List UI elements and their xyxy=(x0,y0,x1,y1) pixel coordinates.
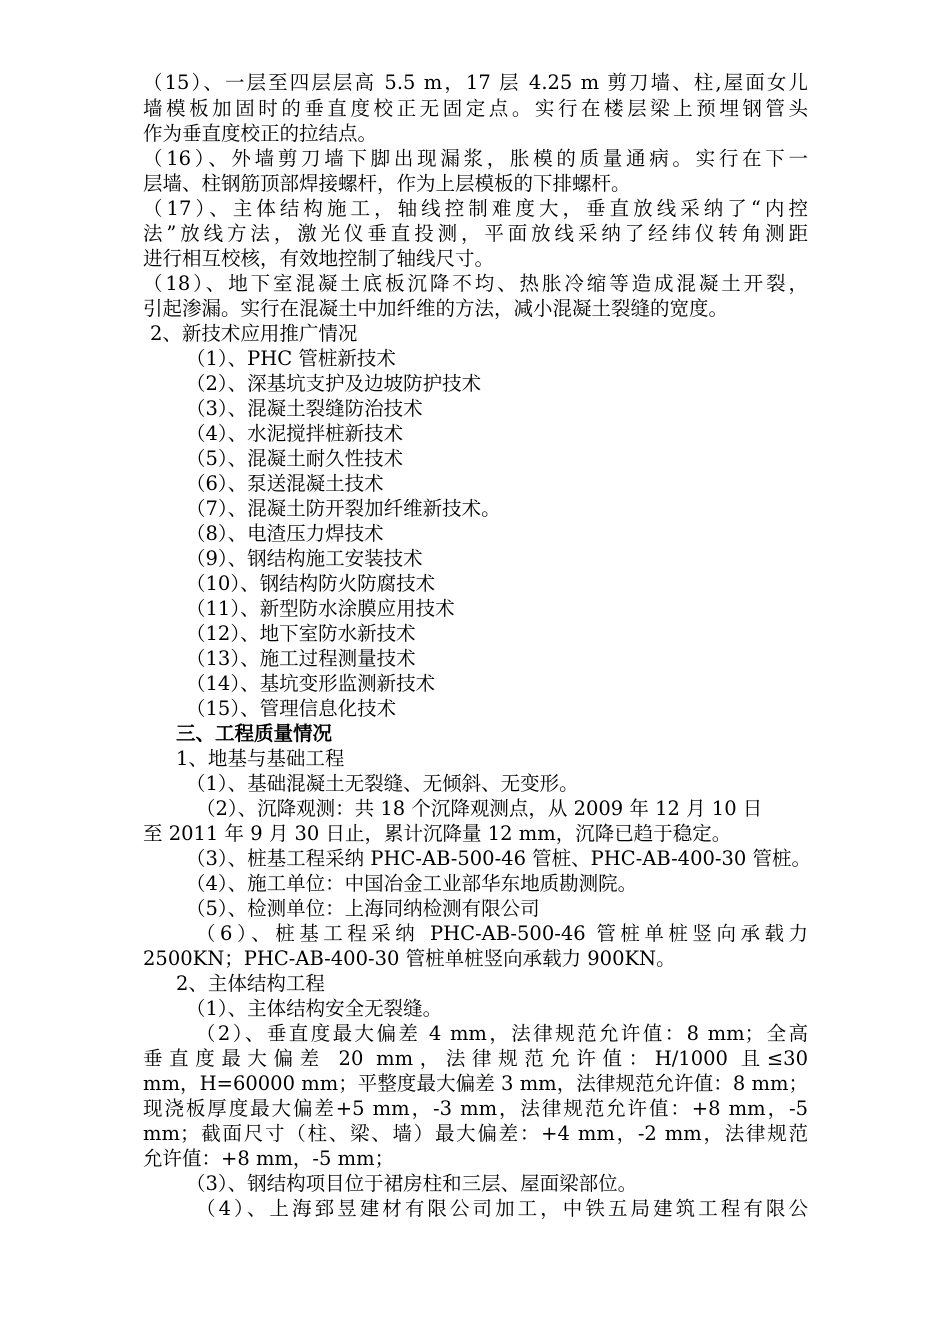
paragraph-line: 允许值：+8 mm，-5 mm； xyxy=(143,1147,395,1170)
paragraph-line: （1）、主体结构安全无裂缝。 xyxy=(186,997,443,1020)
paragraph-line: 进行相互校核，有效地控制了轴线尺寸。 xyxy=(143,247,495,270)
list-item: （6）、泵送混凝土技术 xyxy=(186,472,384,495)
paragraph-line: 引起渗漏。实行在混凝土中加纤维的方法，减小混凝土裂缝的宽度。 xyxy=(143,297,729,320)
list-item: （7）、混凝土防开裂加纤维新技术。 xyxy=(186,497,501,520)
paragraph-line: 2500KN；PHC-AB-400-30 管桩单桩竖向承载力 900KN。 xyxy=(143,947,676,970)
paragraph-line: （17）、主体结构施工，轴线控制难度大，垂直放线采纳了“内控 xyxy=(143,197,808,220)
paragraph-line: （3）、桩基工程采纳 PHC-AB-500-46 管桩、PHC-AB-400-30 管桩。 xyxy=(186,847,811,870)
paragraph-line: （1）、基础混凝土无裂缝、无倾斜、无变形。 xyxy=(186,772,579,795)
list-item: （15）、管理信息化技术 xyxy=(186,697,397,720)
paragraph-line: （6）、桩基工程采纳 PHC-AB-500-46 管桩单桩竖向承载力 xyxy=(196,922,808,945)
paragraph-line: （4）、上海郅昱建材有限公司加工，中铁五局建筑工程有限公 xyxy=(196,1197,808,1220)
paragraph-line: （5）、检测单位：上海同纳检测有限公司 xyxy=(186,897,540,920)
list-item: （2）、深基坑支护及边坡防护技术 xyxy=(186,372,482,395)
paragraph-line: mm，H=60000 mm；平整度最大偏差 3 mm，法律规范允许值：8 mm； xyxy=(143,1072,808,1095)
paragraph-line: 垂直度最大偏差 20 mm，法律规范允许值：H/1000 且≤30 xyxy=(143,1047,808,1070)
paragraph-line: 层墙、柱钢筋顶部焊接螺杆，作为上层模板的下排螺杆。 xyxy=(143,172,631,195)
list-item: （10）、钢结构防火防腐技术 xyxy=(186,572,436,595)
list-item: （4）、水泥搅拌桩新技术 xyxy=(186,422,404,445)
list-item: （3）、混凝土裂缝防治技术 xyxy=(186,397,423,420)
list-item: （12）、地下室防水新技术 xyxy=(186,622,416,645)
list-item: （5）、混凝土耐久性技术 xyxy=(186,447,404,470)
paragraph-line: 作为垂直度校正的拉结点。 xyxy=(143,122,378,145)
paragraph-line: （2）、垂直度最大偏差 4 mm，法律规范允许值：8 mm；全高 xyxy=(196,1022,808,1045)
list-item: （9）、钢结构施工安装技术 xyxy=(186,547,423,570)
paragraph-line: mm；截面尺寸（柱、梁、墙）最大偏差：+4 mm，-2 mm，法律规范 xyxy=(143,1122,808,1145)
list-item: （1）、PHC 管桩新技术 xyxy=(186,347,396,370)
chapter-heading: 三、工程质量情况 xyxy=(176,722,333,745)
paragraph-line: （18）、地下室混凝土底板沉降不均、热胀冷缩等造成混凝土开裂， xyxy=(143,272,808,295)
paragraph-line: 墙模板加固时的垂直度校正无固定点。实行在楼层梁上预埋钢管头 xyxy=(143,97,808,120)
list-item: （11）、新型防水涂膜应用技术 xyxy=(186,597,455,620)
paragraph-line: （3）、钢结构项目位于裙房柱和三层、屋面梁部位。 xyxy=(186,1172,638,1195)
paragraph-line: （4）、施工单位：中国冶金工业部华东地质勘测院。 xyxy=(186,872,638,895)
list-item: （13）、施工过程测量技术 xyxy=(186,647,416,670)
section-heading: 2、主体结构工程 xyxy=(176,972,325,995)
paragraph-line: （2）、沉降观测：共 18 个沉降观测点，从 2009 年 12 月 10 日 xyxy=(196,797,763,820)
section-heading: 2、新技术应用推广情况 xyxy=(150,322,358,345)
section-heading: 1、地基与基础工程 xyxy=(176,747,345,770)
paragraph-line: 至 2011 年 9 月 30 日止，累计沉降量 12 mm，沉降已趋于稳定。 xyxy=(143,822,732,845)
paragraph-line: 法”放线方法，激光仪垂直投测，平面放线采纳了经纬仪转角测距 xyxy=(143,222,808,245)
list-item: （14）、基坑变形监测新技术 xyxy=(186,672,436,695)
paragraph-line: 现浇板厚度最大偏差+5 mm，-3 mm，法律规范允许值：+8 mm，-5 xyxy=(143,1097,808,1120)
paragraph-line: （16）、外墙剪刀墙下脚出现漏浆，胀模的质量通病。实行在下一 xyxy=(143,147,808,170)
paragraph-line: （15）、一层至四层层高 5.5 m，17 层 4.25 m 剪刀墙、柱,屋面女儿 xyxy=(143,71,808,94)
list-item: （8）、电渣压力焊技术 xyxy=(186,522,384,545)
